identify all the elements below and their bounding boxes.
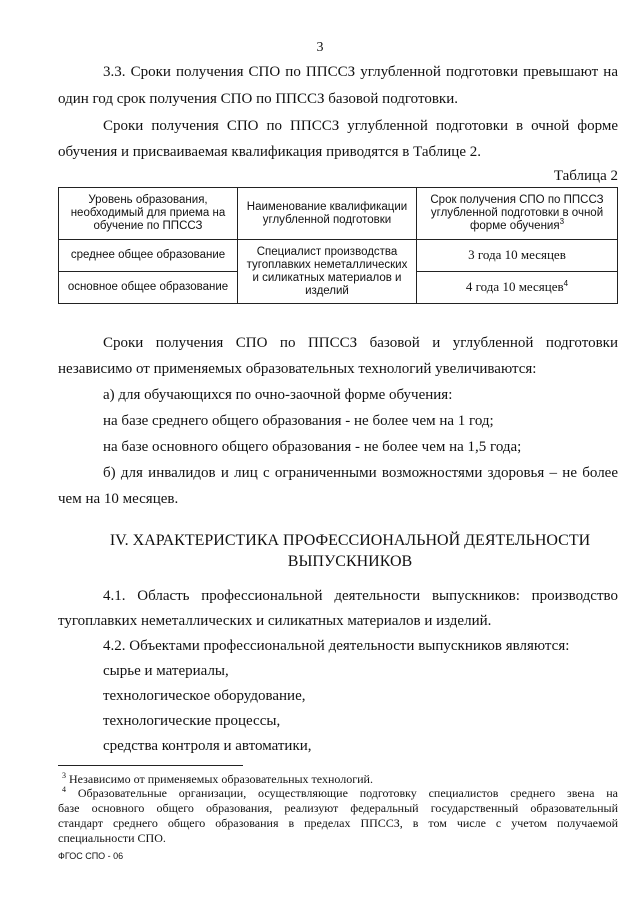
qualification-cell: Специалист производства тугоплавких неметаллических и силикатных материалов и изделий <box>238 240 417 304</box>
footnote-4-mark: 4 <box>62 785 66 794</box>
footnote-ref-4: 4 <box>563 279 569 289</box>
para-terms-line2: обучения и присваиваемая квалификация приводятся в Таблице 2. <box>58 144 481 160</box>
table-caption: Таблица 2 <box>553 168 618 184</box>
para-terms-line1: Сроки получения СПО по ППССЗ углубленной подготовки в очной форме <box>103 118 618 134</box>
object-item: технологические процессы, <box>103 713 281 729</box>
header-qualification: Наименование квалификации углубленной подготовки <box>238 188 417 240</box>
item-a1: на базе среднего общего образования - не более чем на 1 год; <box>103 413 494 429</box>
header-term: Срок получения СПО по ППССЗ углубленной подготовки в очной форме обучения$^3$ <box>417 188 618 240</box>
para-4-1-line2: тугоплавких неметаллических и силикатных материалов и изделий. <box>58 613 492 629</box>
object-item: средства контроля и автоматики, <box>103 738 312 754</box>
table-2 <box>58 187 618 304</box>
footnote-4-line4: специальности СПО. <box>58 831 166 845</box>
para-4-1-line1: 4.1. Область профессиональной деятельности выпускников: производство <box>103 588 618 604</box>
footer-code: ФГОС СПО - 06 <box>58 851 124 861</box>
footnote-4-line3: стандарт среднего общего образования в пределах ППССЗ, в том числе с учетом получаемой <box>58 816 618 830</box>
item-b-line1: б) для инвалидов и лиц с ограниченными возможностями здоровья – не более <box>103 465 618 481</box>
table-row-level: среднее общее образование <box>59 240 238 272</box>
footnote-3-mark: 3 <box>62 771 66 780</box>
object-item: технологическое оборудование, <box>103 688 306 704</box>
section-heading-line1: IV. ХАРАКТЕРИСТИКА ПРОФЕССИОНАЛЬНОЙ ДЕЯТЕЛЬНОСТИ <box>109 532 591 549</box>
para-3-3-line2: один год срок получения СПО по ППССЗ базовой подготовки. <box>58 91 458 107</box>
footnote-ref-3: 3 <box>559 217 565 227</box>
footnote-4-line2: базе основного общего образования, реализуют федеральный государственный образовательный <box>58 801 618 815</box>
header-education-level: Уровень образования, необходимый для приема на обучение по ППССЗ <box>59 188 238 240</box>
object-item: сырье и материалы, <box>103 663 229 679</box>
section-heading-line2: ВЫПУСКНИКОВ <box>287 553 413 570</box>
item-b-line2: чем на 10 месяцев. <box>58 491 179 507</box>
para-3-3-line1: 3.3. Сроки получения СПО по ППССЗ углубленной подготовки превышают на <box>103 64 618 80</box>
table-row-term: 3 года 10 месяцев <box>417 240 618 272</box>
table-row-term: 4 года 10 месяцев$^4$ <box>417 272 618 304</box>
para-increase-line1: Сроки получения СПО по ППССЗ базовой и углубленной подготовки <box>103 335 618 351</box>
table-row-level: основное общее образование <box>59 272 238 304</box>
para-4-2: 4.2. Объектами профессиональной деятельности выпускников являются: <box>103 638 570 654</box>
item-a: а) для обучающихся по очно-заочной форме обучения: <box>103 387 453 403</box>
item-a2: на базе основного общего образования - не более чем на 1,5 года; <box>103 439 522 455</box>
para-increase-line2: независимо от применяемых образовательных технологий увеличиваются: <box>58 361 537 377</box>
page-number: 3 <box>316 40 324 55</box>
footnote-divider <box>58 765 243 766</box>
footnote-3 <box>62 772 373 786</box>
footnote-3-text: Независимо от применяемых образовательных технологий. <box>69 772 373 786</box>
footnote-4-text: Образовательные организации, осуществляющие подготовку специалистов среднего звена на <box>77 786 619 800</box>
footnote-4-line1 <box>62 786 618 800</box>
